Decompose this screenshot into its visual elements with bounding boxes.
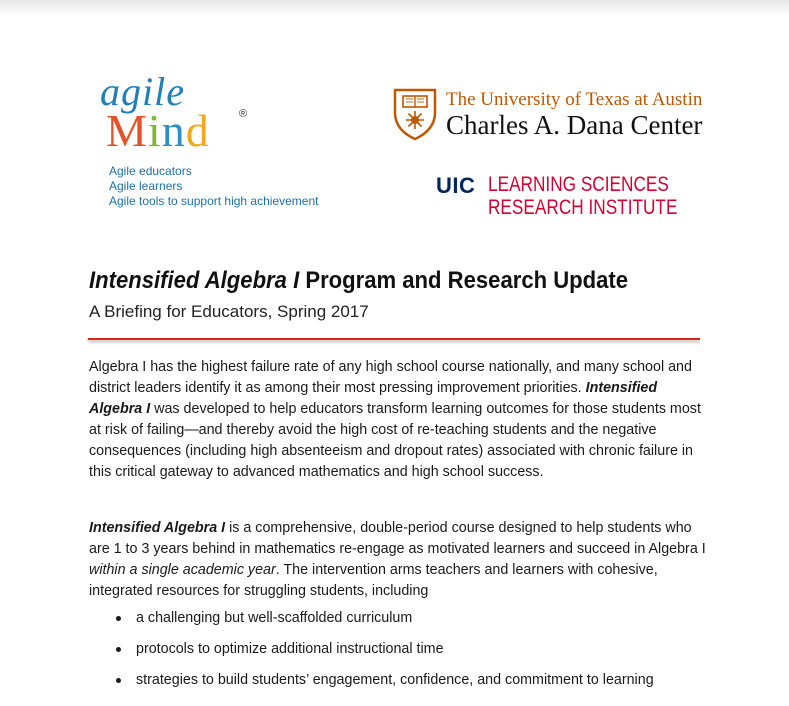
intro-paragraph (89, 357, 709, 483)
uic-line-1: LEARNING SCIENCES (488, 173, 669, 196)
ut-shield-icon (392, 87, 438, 141)
dana-center-name: Charles A. Dana Center (446, 110, 703, 140)
bullet-icon (116, 678, 121, 683)
para1-text-a: Algebra I has the highest failure rate of any high school course nationally, and many school and district leaders identify it as among their most pressing improvement priorities. (89, 359, 692, 396)
agile-mind-word-mind (106, 105, 210, 156)
registered-mark: ® (239, 108, 248, 120)
title-divider (88, 338, 700, 340)
para1-bold-term: Intensified Algebra I (89, 380, 658, 417)
agile-mind-tagline-2: Agile learners (109, 179, 183, 193)
list-item (112, 608, 712, 629)
document-title (89, 267, 628, 295)
para2-text-a: is a comprehensive, double-period course designed to help students who are 1 to 3 years behind in mathematics re-engage as motivated learners and succeed in Algebra I (89, 520, 706, 557)
mind-letter-n: n (161, 105, 186, 156)
agile-mind-word-agile: agile (100, 69, 185, 114)
bullet-icon (116, 647, 121, 652)
uic-wordmark: UIC (436, 173, 476, 198)
mind-letter-d: d (185, 105, 210, 156)
title-italic-part: Intensified Algebra I (89, 267, 300, 294)
para2-italic-phrase: within a single academic year (89, 562, 276, 578)
para2-text-b: . The intervention arms teachers and learners with cohesive, integrated resources for struggling students, including (89, 562, 658, 599)
para2-bold-term: Intensified Algebra I (89, 520, 226, 536)
document-subtitle: A Briefing for Educators, Spring 2017 (89, 302, 369, 321)
list-item-text: strategies to build students’ engagement, confidence, and commitment to learning (136, 672, 654, 688)
agile-mind-tagline-3: Agile tools to support high achievement (109, 194, 319, 208)
list-item-text: protocols to optimize additional instructional time (136, 641, 444, 657)
list-item (112, 670, 712, 691)
title-rest-part: Program and Research Update (299, 267, 629, 294)
mind-letter-m: M (106, 105, 148, 156)
list-item (112, 639, 712, 660)
resources-list (112, 608, 712, 701)
uic-line-2: RESEARCH INSTITUTE (488, 196, 678, 219)
agile-mind-tagline-1: Agile educators (109, 164, 192, 178)
para1-text-b: was developed to help educators transform learning outcomes for those students most at risk of failing—and thereby avoid the high cost of re-teaching students and the negative consequences (including high absenteeism and dropout rates) associated with chronic failure in this critical gateway to advanced mathematics and high school success. (89, 401, 701, 480)
bullet-icon (116, 616, 121, 621)
ut-university-name: The University of Texas at Austin (446, 89, 703, 110)
mind-letter-i: i (147, 105, 162, 156)
description-paragraph (89, 518, 709, 602)
list-item-text: a challenging but well-scaffolded curriculum (136, 610, 413, 626)
page-top-shadow (0, 0, 789, 16)
